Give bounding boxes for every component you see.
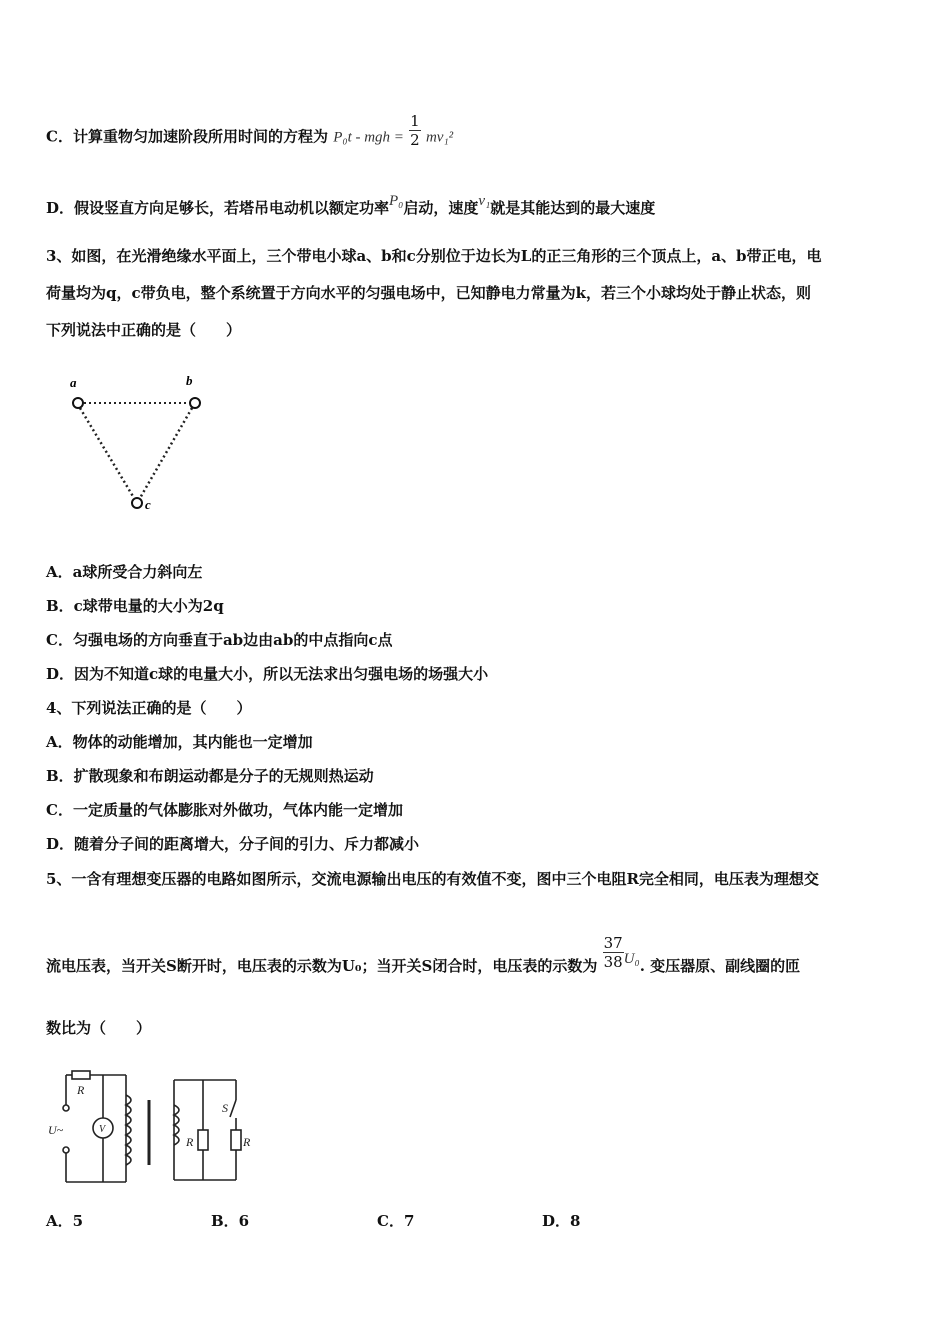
q3-option-b: B．c球带电量的大小为2q <box>46 597 224 615</box>
q5-stem-line2-b: . 变压器原、副线圈的匝 <box>639 957 801 975</box>
q4-option-a: A．物体的动能增加，其内能也一定增加 <box>46 733 313 751</box>
source-terminal-top <box>63 1105 69 1111</box>
q5-stem-line1: 5、一含有理想变压器的电路如图所示，交流电源输出电压的有效值不变，图中三个电阻R完全相同，电压表为理想交 <box>46 870 819 888</box>
q2-option-d-post: 就是其能达到的最大速度 <box>490 199 656 217</box>
ball-b <box>190 398 200 408</box>
q2-frac-num: 1 <box>410 112 420 130</box>
q2-option-c-text: C．计算重物匀加速阶段所用时间的方程为 <box>46 127 328 146</box>
edge-bc <box>140 408 192 498</box>
q2-option-d-v1: v₁ <box>478 193 491 209</box>
q4-option-d: D．随着分子间的距离增大，分子间的引力、斥力都减小 <box>46 835 420 853</box>
source-terminal-bottom <box>63 1147 69 1153</box>
label-voltmeter: V <box>99 1124 106 1135</box>
label-c: c <box>145 497 151 512</box>
secondary-resistor-2 <box>231 1130 241 1150</box>
q2-option-d-mid: 启动，速度 <box>403 199 479 217</box>
q5-choice-a: A．5 <box>46 1212 84 1230</box>
q5-choice-d: D．8 <box>542 1212 581 1230</box>
q5-stem-line3: 数比为（ ） <box>46 1019 152 1037</box>
q4-stem: 4、下列说法正确的是（ ） <box>46 699 252 717</box>
label-switch: S <box>222 1101 228 1115</box>
label-r2: R <box>186 1135 194 1149</box>
q5-fraction <box>603 934 624 971</box>
q3-stem-line2: 荷量均为q，c带负电，整个系统置于方向水平的匀强电场中，已知静电力常量为k，若三个小球均处于静止状态，则 <box>46 284 812 302</box>
ball-a <box>73 398 83 408</box>
q5-frac-den: 38 <box>603 952 623 971</box>
q3-stem-line3: 下列说法中正确的是（ ） <box>46 321 242 339</box>
q2-option-c-formula-rhs: mv₁² <box>425 129 454 146</box>
q5-stem-line2-a: 流电压表，当开关S断开时，电压表的示数为U₀；当开关S闭合时，电压表的示数为 <box>46 957 598 975</box>
q2-option-d-pre: D．假设竖直方向足够长，若塔吊电动机以额定功率 <box>46 199 390 217</box>
q2-frac-den: 2 <box>410 131 420 149</box>
q3-option-c: C．匀强电场的方向垂直于ab边由ab的中点指向c点 <box>46 631 393 649</box>
q5-u0: U₀ <box>623 951 640 967</box>
ball-c <box>132 498 142 508</box>
q5-circuit-figure <box>46 1070 256 1195</box>
q5-choice-c: C．7 <box>377 1212 415 1230</box>
q4-option-b: B．扩散现象和布朗运动都是分子的无规则热运动 <box>46 767 374 785</box>
secondary-resistor-1 <box>198 1130 208 1150</box>
q2-option-d <box>46 193 656 219</box>
edge-ac <box>80 408 134 498</box>
label-r3: R <box>243 1135 251 1149</box>
q2-option-c-formula-lhs: P₀t - mgh = <box>333 129 404 146</box>
label-b: b <box>186 373 193 388</box>
q3-option-d: D．因为不知道c球的电量大小，所以无法求出匀强电场的场强大小 <box>46 665 489 683</box>
q2-option-c <box>46 112 454 149</box>
q3-stem-line1: 3、如图，在光滑绝缘水平面上，三个带电小球a、b和c分别位于边长为L的正三角形的三个顶点上，a、b带正电，电 <box>46 247 822 265</box>
switch <box>230 1100 236 1117</box>
q3-triangle-figure <box>60 370 220 520</box>
label-r1: R <box>77 1083 85 1097</box>
q5-choice-b: B．6 <box>211 1212 250 1230</box>
q2-option-c-fraction <box>409 112 421 149</box>
q2-option-d-p0: P₀ <box>389 193 404 209</box>
q5-frac-num: 37 <box>603 933 623 952</box>
label-source: U~ <box>48 1123 64 1137</box>
primary-resistor <box>72 1071 90 1079</box>
label-a: a <box>70 375 77 390</box>
q5-stem-line2 <box>46 933 801 977</box>
q3-option-a: A．a球所受合力斜向左 <box>46 563 203 581</box>
q4-option-c: C．一定质量的气体膨胀对外做功，气体内能一定增加 <box>46 801 403 819</box>
